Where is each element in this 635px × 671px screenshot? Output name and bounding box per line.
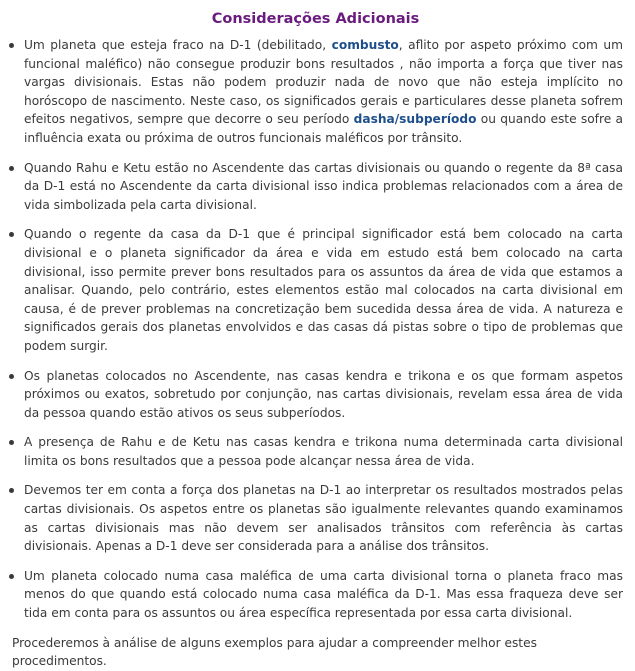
bullet-icon xyxy=(9,166,14,171)
item-text-part: Um planeta que esteja fraco na D-1 (debilitado, xyxy=(24,38,332,52)
item-text-part: ou quando este sofre a influência exata ou próxima de outros funcionais maléficos por trânsito. xyxy=(24,112,623,145)
bullet-icon xyxy=(9,232,14,237)
list-item xyxy=(8,159,623,215)
item-text: A presença de Rahu e de Ketu nas casas kendra e trikona numa determinada carta divisional limita os bons resultados que a pessoa pode alcançar nessa área de vida. xyxy=(24,435,623,468)
bullet-icon xyxy=(9,488,14,493)
item-text: Quando o regente da casa da D-1 que é principal significador está bem colocado na carta divisional e o planeta significador da área e vida em estudo está bem colocado na carta divisional, isso permite prever bons resultados para os assuntos da área de vida que estamos a analisar. Quando, pelo contrário, estes elementos estão mal colocados na carta divisional em causa, é de prever problemas na concretização bem sucedida dessa área de vida. A natureza e significados gerais dos planetas envolvidos e das casas dá pistas sobre o tipo de problemas que podem surgir. xyxy=(24,227,623,353)
item-text: Devemos ter em conta a força dos planetas na D-1 ao interpretar os resultados mostrados pelas cartas divisionais. Os aspetos entre os planetas são igualmente relevantes quando examinamos as cartas divisionais mas não devem ser analisados trânsitos com referência às cartas divisionais. Apenas a D-1 deve ser considerada para a análise dos trânsitos. xyxy=(24,483,623,554)
list-item xyxy=(8,433,623,470)
bullet-icon xyxy=(9,43,14,48)
list-item xyxy=(8,567,623,623)
bullet-icon xyxy=(9,440,14,445)
highlighted-term-link[interactable]: combusto xyxy=(331,38,399,52)
bullet-list xyxy=(8,36,623,623)
list-item xyxy=(8,481,623,555)
highlighted-term-link[interactable]: dasha/subperíodo xyxy=(353,112,477,127)
list-item xyxy=(8,36,623,148)
item-text-part: , aflito por aspeto próximo com um funcional maléfico) não consegue produzir bons resultados , não importa a força que tiver nas vargas divisionais. Estas não podem produzir nada de novo que não esteja implícito no horóscopo de nascimento. Neste caso, os significados gerais e particulares desse planeta sofrem efeitos negativos, sempre que decorre o seu período xyxy=(24,38,623,127)
bullet-icon xyxy=(9,374,14,379)
section-title: Considerações Adicionais xyxy=(211,11,420,27)
item-text: Quando Rahu e Ketu estão no Ascendente das cartas divisionais ou quando o regente da 8ª casa da D-1 está no Ascendente da carta divisional isso indica problemas relacionados com a área de vida simbolizada pela carta divisional. xyxy=(24,160,623,212)
list-item xyxy=(8,225,623,355)
list-item xyxy=(8,367,623,423)
closing-paragraph: Procederemos à análise de alguns exemplos para ajudar a compreender melhor estes procedimentos. xyxy=(12,635,537,669)
item-text: Os planetas colocados no Ascendente, nas casas kendra e trikona e os que formam aspetos próximos ou exatos, sobretudo por conjunção, nas cartas divisionais, revelam essa área de vida da pessoa quando estão ativos os seus subperíodos. xyxy=(24,368,623,420)
bullet-icon xyxy=(9,574,14,579)
item-text: Um planeta colocado numa casa maléfica de uma carta divisional torna o planeta fraco mas menos do que quando está colocado numa casa maléfica da D-1. Mas essa fraqueza deve ser tida em conta para os assuntos ou área específica representada por essa carta divisional. xyxy=(24,568,623,621)
